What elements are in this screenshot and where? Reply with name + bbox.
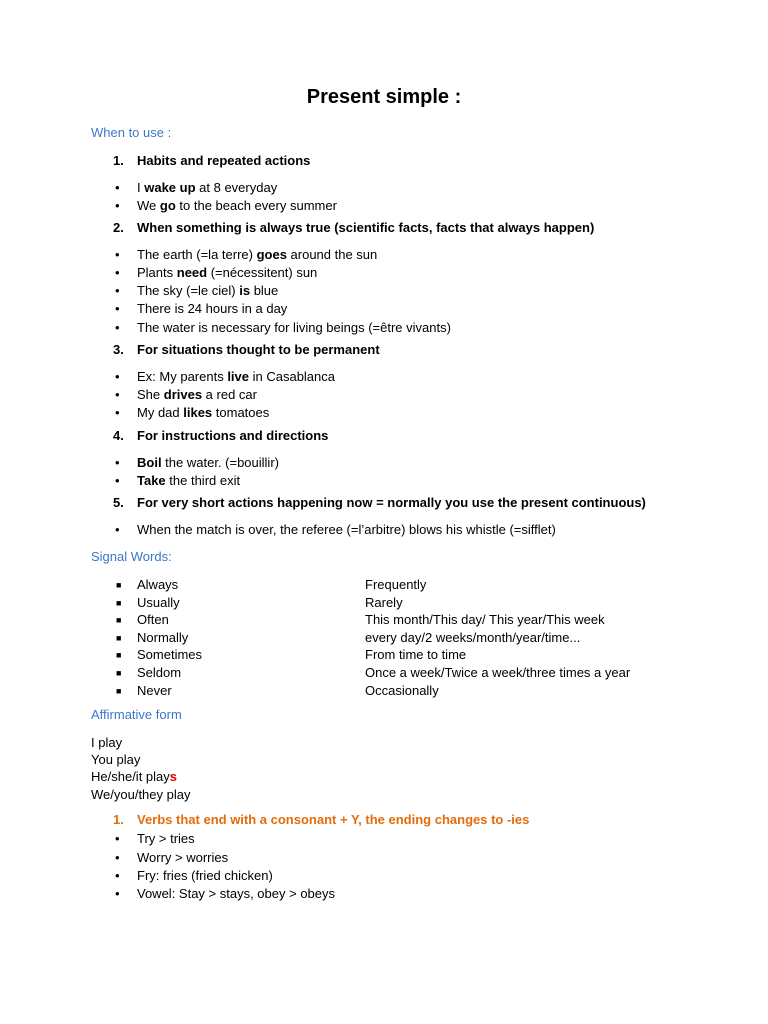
- example-item: • I wake up at 8 everyday: [115, 180, 278, 195]
- use-label: Habits and repeated actions: [137, 153, 311, 168]
- example-item: • When the match is over, the referee (=l’arbitre) blows his whistle (=sifflet): [115, 522, 556, 537]
- use-label: For very short actions happening now = normally you use the present continuous): [137, 495, 646, 510]
- use-item-2: [113, 220, 594, 235]
- signal-word-right: From time to time: [365, 647, 467, 662]
- heading-affirmative-form: Affirmative form: [91, 707, 182, 722]
- use-label: When something is always true (scientific facts, facts that always happen): [137, 220, 595, 235]
- example-item: • Boil the water. (=bouillir): [115, 455, 279, 470]
- use-item-3: [113, 342, 380, 357]
- use-item-4: [113, 428, 328, 443]
- signal-word-right: Once a week/Twice a week/three times a year: [365, 665, 631, 680]
- example-item: • She drives a red car: [115, 387, 257, 402]
- signal-word-item: ■ Usually: [116, 595, 180, 610]
- heading-signal-words: Signal Words:: [91, 549, 172, 564]
- rule-example-item: • Fry: fries (fried chicken): [115, 868, 273, 883]
- example-item: • The earth (=la terre) goes around the sun: [115, 247, 378, 262]
- signal-word-right: This month/This day/ This year/This week: [365, 612, 605, 627]
- signal-word-item: ■ Seldom: [116, 665, 182, 680]
- example-item: • Plants need (=nécessitent) sun: [115, 265, 318, 280]
- signal-word-item: ■ Sometimes: [116, 647, 203, 662]
- suffix-s: s: [169, 769, 177, 784]
- conjugation-line: You play: [91, 752, 141, 767]
- signal-word-right: Rarely: [365, 595, 403, 610]
- example-item: • My dad likes tomatoes: [115, 405, 270, 420]
- use-number: 4.: [113, 428, 124, 443]
- signal-word-right: Frequently: [365, 577, 427, 592]
- heading-when-to-use: When to use :: [91, 125, 172, 140]
- example-item: • There is 24 hours in a day: [115, 301, 288, 316]
- conjugation-line: He/she/it plays: [91, 769, 177, 784]
- signal-word-item: ■ Often: [116, 612, 169, 627]
- rule-example-item: • Vowel: Stay > stays, obey > obeys: [115, 886, 336, 901]
- use-item-1: [113, 153, 310, 168]
- use-item-5: [113, 495, 646, 510]
- use-number: 3.: [113, 342, 124, 357]
- example-item: • The water is necessary for living beings (=être vivants): [115, 320, 451, 335]
- use-number: 2.: [113, 220, 124, 235]
- signal-word-item: ■ Normally: [116, 630, 189, 645]
- example-item: • Take the third exit: [115, 473, 241, 488]
- rule-example-item: • Try > tries: [115, 831, 195, 846]
- rule-y-heading: 1. Verbs that end with a consonant + Y, the ending changes to -ies: [113, 812, 530, 827]
- signal-word-right: Occasionally: [365, 683, 439, 698]
- signal-word-item: ■ Always: [116, 577, 179, 592]
- conjugation-line: We/you/they play: [91, 787, 191, 802]
- example-item: • The sky (=le ciel) is blue: [115, 283, 279, 298]
- conjugation-line: I play: [91, 735, 123, 750]
- example-item: • We go to the beach every summer: [115, 198, 337, 213]
- use-number: 1.: [113, 153, 124, 168]
- use-label: For situations thought to be permanent: [137, 342, 380, 357]
- use-label: For instructions and directions: [137, 428, 329, 443]
- signal-word-right: every day/2 weeks/month/year/time...: [365, 630, 581, 645]
- page-title: Present simple :: [306, 86, 462, 108]
- use-number: 5.: [113, 495, 124, 510]
- rule-example-item: • Worry > worries: [115, 850, 229, 865]
- signal-word-item: ■ Never: [116, 683, 172, 698]
- example-item: • Ex: My parents live in Casablanca: [115, 369, 335, 384]
